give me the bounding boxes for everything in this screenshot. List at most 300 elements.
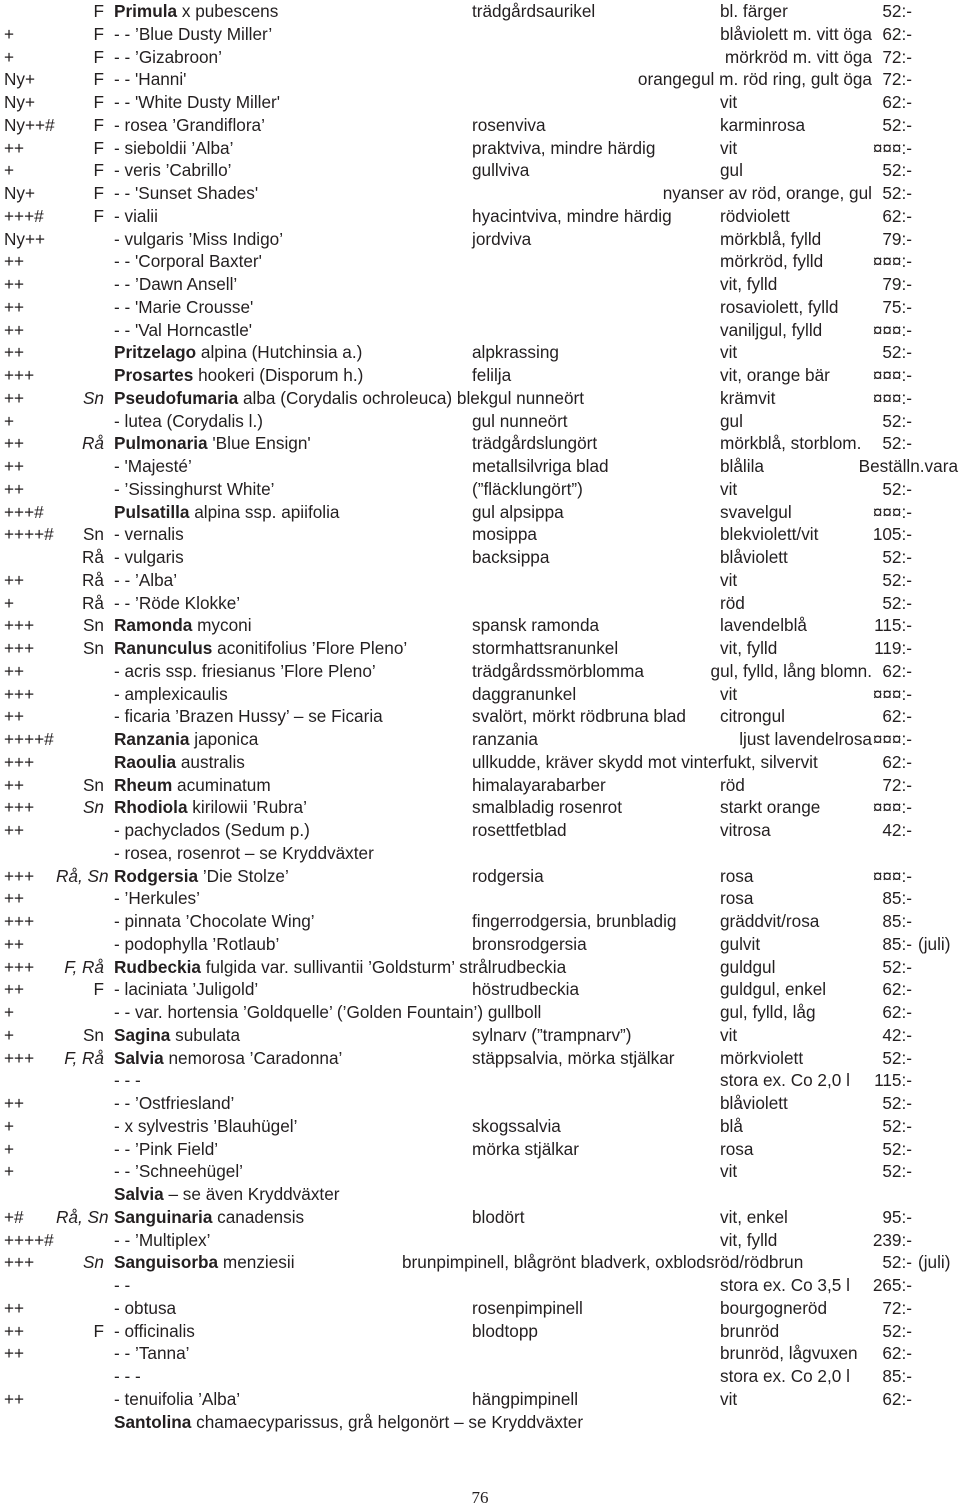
price: 52:-: [882, 1047, 912, 1068]
genus-name: Sanguisorba: [114, 1252, 219, 1273]
species-name: - - -: [114, 1366, 141, 1386]
genus-name: Primula: [114, 1, 178, 21]
plant-name: [114, 660, 376, 682]
catalog-row: [0, 91, 960, 113]
species-name: myconi: [192, 615, 252, 636]
species-name: subulata: [170, 1024, 241, 1045]
plant-name: [114, 319, 252, 341]
catalog-row: [0, 1388, 960, 1410]
price: 52:-: [882, 478, 912, 499]
price: 62:-: [882, 1002, 912, 1022]
plant-name: [114, 1069, 141, 1091]
price: ¤¤¤:-: [872, 387, 912, 408]
catalog-row: [0, 592, 960, 614]
price: 62:-: [882, 1388, 912, 1409]
swedish-name: smalbladig rosenrot: [472, 797, 622, 818]
flower-color: vit, orange bär: [720, 365, 830, 385]
catalog-row: [0, 46, 960, 68]
hardiness-mark: ++: [4, 274, 25, 294]
plant-name: [114, 1206, 304, 1228]
swedish-name: sylnarv (”trampnarv”): [472, 1024, 632, 1045]
price: 62:-: [882, 23, 912, 44]
zone-code: Rå: [82, 433, 104, 454]
catalog-row: [0, 250, 960, 272]
price: 105:-: [872, 524, 912, 545]
flower-color: vit, fylld: [720, 1229, 778, 1250]
genus-name: Prosartes: [114, 365, 194, 385]
hardiness-mark: +++: [4, 365, 35, 385]
flower-color: blåviolett m. vitt öga: [720, 23, 872, 44]
genus-name: Pulsatilla: [114, 501, 190, 522]
swedish-name: trädgårdssmörblomma: [472, 660, 644, 681]
hardiness-mark: +++: [4, 865, 35, 886]
hardiness-mark: +: [4, 160, 15, 181]
species-name: - obtusa: [114, 1297, 177, 1318]
species-name: menziesii: [218, 1252, 295, 1273]
catalog-row: [0, 501, 960, 523]
hardiness-mark: ++: [4, 888, 25, 909]
flower-color: brunröd: [720, 1320, 780, 1341]
catalog-row: [0, 1229, 960, 1251]
catalog-row: [0, 956, 960, 978]
price: 52:-: [882, 547, 912, 567]
flower-color: vit, fylld: [720, 638, 778, 658]
hardiness-mark: ++: [4, 1343, 25, 1364]
hardiness-mark: +++#: [4, 501, 44, 522]
catalog-row: [0, 774, 960, 796]
swedish-name: stäppsalvia, mörka stjälkar: [472, 1047, 675, 1068]
hardiness-mark: ++: [4, 569, 25, 590]
flower-color: mörkblå, storblom.: [720, 433, 862, 454]
catalog-row: [0, 1365, 960, 1387]
price: 79:-: [882, 228, 912, 249]
swedish-name: fingerrodgersia, brunbladig: [472, 911, 677, 931]
price: 52:-: [882, 410, 912, 431]
catalog-row: [0, 546, 960, 568]
price: 72:-: [882, 774, 912, 795]
flower-color: mörkblå, fylld: [720, 228, 822, 249]
zone-code: Sn: [82, 1024, 104, 1045]
price: 52:-: [882, 1093, 912, 1113]
zone-code: Rå: [82, 547, 104, 567]
swedish-name: gul nunneört: [472, 410, 568, 431]
species-name: - - ’Tanna’: [114, 1343, 190, 1364]
plant-name: [114, 182, 258, 204]
plant-name: [114, 865, 289, 887]
price: 52:-: [882, 1161, 912, 1182]
plant-name: [114, 1183, 340, 1205]
species-name: - - ’Dawn Ansell’: [114, 274, 238, 294]
price: 52:-: [882, 114, 912, 135]
swedish-name: hyacintviva, mindre härdig: [472, 205, 672, 226]
genus-name: Raoulia: [114, 751, 177, 772]
species-name: fulgida var. sullivantii ’Goldsturm’ strålrudbeckia: [200, 956, 567, 977]
species-name: - ’Sissinghurst White’: [114, 478, 275, 499]
price: ¤¤¤:-: [872, 865, 912, 886]
species-name: - podophylla ’Rotlaub’: [114, 933, 280, 954]
zone-code: Rå, Sn: [56, 865, 109, 886]
flower-color: starkt orange: [720, 797, 821, 818]
flower-color: rosa: [720, 888, 754, 909]
price: 72:-: [882, 46, 912, 67]
flower-color: krämvit: [720, 387, 776, 408]
catalog-row: [0, 1138, 960, 1160]
catalog-row: [0, 660, 960, 682]
flower-color: vit: [720, 1388, 738, 1409]
price: 119:-: [874, 638, 912, 658]
catalog-row: [0, 1342, 960, 1364]
catalog-row: [0, 523, 960, 545]
species-name: - sieboldii ’Alba’: [114, 137, 234, 158]
price: 115:-: [874, 1070, 912, 1091]
species-name: - - 'Val Horncastle': [114, 319, 253, 340]
price: 85:-: [882, 911, 912, 931]
flower-color: röd: [720, 774, 745, 795]
species-name: - vialii: [114, 205, 158, 226]
species-name: - - ’Gizabroon’: [114, 46, 222, 67]
species-name: - vulgaris ’Miss Indigo’: [114, 228, 284, 249]
catalog-row: [0, 410, 960, 432]
zone-code: Sn: [82, 387, 104, 408]
flower-color: vit: [720, 1024, 738, 1045]
catalog-row: [0, 637, 960, 659]
hardiness-mark: ++: [4, 1297, 25, 1318]
species-name: 'Blue Ensign': [207, 433, 311, 454]
price: 52:-: [882, 569, 912, 590]
price: 239:-: [872, 1229, 912, 1250]
catalog-row: [0, 1115, 960, 1137]
swedish-name: blodört: [472, 1206, 525, 1227]
genus-name: Rhodiola: [114, 797, 188, 818]
plant-name: [114, 637, 407, 659]
price: 52:-: [882, 342, 912, 363]
species-name: - - 'Marie Crousse': [114, 296, 254, 317]
flower-color: vit, enkel: [720, 1206, 788, 1227]
species-name: - - 'White Dusty Miller': [114, 92, 281, 112]
plant-name: [114, 1365, 141, 1387]
hardiness-mark: +: [4, 592, 15, 613]
zone-code: Sn: [82, 615, 104, 636]
hardiness-mark: +: [4, 410, 15, 431]
species-name: - ’Herkules’: [114, 888, 200, 909]
species-name: – se även Kryddväxter: [163, 1184, 340, 1204]
hardiness-mark: +++: [4, 797, 35, 818]
plant-name: [114, 728, 258, 750]
species-name: japonica: [189, 729, 259, 749]
species-name: - - ’Blue Dusty Miller’: [114, 23, 273, 44]
plant-name: [114, 1138, 218, 1160]
price: 52:-: [882, 1138, 912, 1159]
catalog-row: [0, 1160, 960, 1182]
hardiness-mark: ++++#: [4, 729, 54, 749]
price: ¤¤¤:-: [872, 501, 912, 522]
species-name: - - 'Sunset Shades': [114, 183, 259, 203]
plant-name: [114, 592, 240, 614]
catalog-row: [0, 159, 960, 181]
plant-name: [114, 933, 279, 955]
zone-code: F, Rå: [64, 1047, 104, 1068]
hardiness-mark: +: [4, 1024, 15, 1045]
plant-name: [114, 614, 252, 636]
species-name: - ficaria ’Brazen Hussy’ – se Ficaria: [114, 706, 383, 727]
zone-code: F: [93, 114, 104, 135]
genus-name: Sanguinaria: [114, 1206, 213, 1227]
zone-code: Rå: [82, 592, 104, 613]
plant-name: [114, 23, 272, 45]
flower-color: gul: [720, 410, 743, 431]
flower-color: orangegul m. röd ring, gult öga: [637, 69, 872, 90]
plant-name: [114, 205, 158, 227]
plant-name: [114, 956, 566, 978]
catalog-row: [0, 865, 960, 887]
price: 52:-: [882, 592, 912, 613]
price: ¤¤¤:-: [872, 729, 912, 749]
price: 85:-: [882, 888, 912, 909]
hardiness-mark: ++: [4, 1320, 25, 1341]
price: 52:-: [882, 433, 912, 454]
catalog-row: [0, 387, 960, 409]
swedish-name: brunpimpinell, blågrönt bladverk, oxblodsröd/rödbrun: [402, 1252, 804, 1273]
price: 62:-: [882, 751, 912, 772]
price: 115:-: [874, 615, 912, 636]
catalog-row: [0, 23, 960, 45]
plant-name: [114, 751, 245, 773]
species-name: nemorosa ’Caradonna’: [163, 1047, 343, 1068]
flower-color: vaniljgul, fylld: [720, 319, 823, 340]
species-name: - vulgaris: [114, 547, 184, 567]
flower-color: rödviolett: [720, 205, 790, 226]
catalog-row: [0, 1411, 960, 1433]
hardiness-mark: ++: [4, 1388, 25, 1409]
hardiness-mark: +++#: [4, 205, 44, 226]
swedish-name: mosippa: [472, 524, 537, 545]
flower-color: stora ex. Co 2,0 l: [720, 1366, 850, 1386]
species-name: - - ’Alba’: [114, 569, 178, 590]
plant-name: [114, 341, 362, 363]
flower-color: gräddvit/rosa: [720, 911, 820, 931]
species-name: - - ’Röde Klokke’: [114, 592, 241, 613]
plant-name: [114, 387, 584, 409]
flower-color: guldgul: [720, 956, 776, 977]
genus-name: Rheum: [114, 774, 173, 795]
price: ¤¤¤:-: [872, 319, 912, 340]
flower-color: gulvit: [720, 933, 761, 954]
plant-name: [114, 1160, 243, 1182]
genus-name: Pritzelago: [114, 342, 197, 363]
catalog-row: [0, 1183, 960, 1205]
price: 42:-: [882, 1024, 912, 1045]
flower-color: blålila: [720, 456, 764, 476]
flower-color: vit, fylld: [720, 274, 778, 294]
plant-name: [114, 774, 271, 796]
genus-name: Ramonda: [114, 615, 193, 636]
hardiness-mark: +: [4, 46, 15, 67]
flower-color: stora ex. Co 3,5 l: [720, 1275, 850, 1295]
zone-code: F: [93, 69, 104, 90]
price: Beställn.vara: [858, 456, 958, 476]
hardiness-mark: +++: [4, 638, 35, 658]
plant-name: [114, 296, 253, 318]
swedish-name: gullviva: [472, 160, 530, 181]
hardiness-mark: ++++#: [4, 524, 54, 545]
species-name: - tenuifolia ’Alba’: [114, 1388, 241, 1409]
catalog-row: [0, 683, 960, 705]
price: 52:-: [882, 183, 912, 203]
species-name: - officinalis: [114, 1320, 195, 1341]
catalog-row: [0, 68, 960, 90]
price: 52:-: [882, 1, 912, 21]
hardiness-mark: ++: [4, 774, 25, 795]
swedish-name: rosenviva: [472, 114, 546, 135]
catalog-row: [0, 796, 960, 818]
catalog-row: [0, 910, 960, 932]
species-name: - rosea, rosenrot – se Kryddväxter: [114, 842, 374, 863]
plant-name: [114, 569, 177, 591]
swedish-name: gul alpsippa: [472, 501, 564, 522]
price: 52:-: [882, 956, 912, 977]
plant-name: [114, 114, 265, 136]
species-name: - laciniata ’Juligold’: [114, 979, 259, 1000]
flower-color: vit: [720, 478, 738, 499]
swedish-name: ranzania: [472, 729, 538, 749]
plant-name: [114, 1388, 240, 1410]
swedish-name: svalört, mörkt rödbruna blad: [472, 706, 686, 727]
plant-name: [114, 159, 231, 181]
genus-name: Salvia: [114, 1184, 164, 1204]
hardiness-mark: ++: [4, 1093, 25, 1113]
catalog-row: [0, 751, 960, 773]
hardiness-mark: ++: [4, 387, 25, 408]
catalog-row: [0, 341, 960, 363]
catalog-row: [0, 1251, 960, 1273]
species-name: - x sylvestris ’Blauhügel’: [114, 1115, 298, 1136]
swedish-name: (”fläcklungört”): [472, 478, 583, 499]
flower-color: vit: [720, 342, 738, 363]
price: 62:-: [882, 979, 912, 1000]
price: 52:-: [882, 160, 912, 181]
catalog-row: [0, 842, 960, 864]
zone-code: F: [93, 979, 104, 1000]
species-name: x pubescens: [177, 1, 279, 21]
swedish-name: mörka stjälkar: [472, 1138, 579, 1159]
plant-name: [114, 273, 237, 295]
flower-color: guldgul, enkel: [720, 979, 827, 1000]
species-name: - rosea ’Grandiflora’: [114, 114, 265, 135]
price: 52:-: [882, 1115, 912, 1136]
flower-color: gul: [720, 160, 743, 181]
plant-name: [114, 1297, 176, 1319]
flower-color: bourgogneröd: [720, 1297, 828, 1318]
species-name: acuminatum: [172, 774, 271, 795]
plant-name: [114, 1001, 541, 1023]
plant-name: [114, 1251, 295, 1273]
zone-code: F: [93, 160, 104, 181]
hardiness-mark: ++: [4, 478, 25, 499]
catalog-row: [0, 1001, 960, 1023]
catalog-row: [0, 205, 960, 227]
catalog-row: [0, 1024, 960, 1046]
flower-color: stora ex. Co 2,0 l: [720, 1070, 850, 1091]
catalog-row: [0, 978, 960, 1000]
catalog-row: [0, 614, 960, 636]
catalog-row: [0, 228, 960, 250]
species-name: - lutea (Corydalis l.): [114, 410, 263, 431]
zone-code: F: [93, 205, 104, 226]
zone-code: F: [93, 137, 104, 158]
swedish-name: himalayarabarber: [472, 774, 606, 795]
plant-name: [114, 1342, 189, 1364]
genus-name: Salvia: [114, 1047, 164, 1068]
price: 62:-: [882, 706, 912, 727]
swedish-name: rodgersia: [472, 865, 544, 886]
swedish-name: stormhattsranunkel: [472, 638, 619, 658]
plant-name: [114, 1024, 240, 1046]
hardiness-mark: ++: [4, 660, 25, 681]
catalog-row: [0, 319, 960, 341]
plant-name: [114, 1411, 583, 1433]
plant-name: [114, 1274, 130, 1296]
zone-code: F: [93, 92, 104, 112]
genus-name: Santolina: [114, 1411, 192, 1432]
catalog-row: [0, 819, 960, 841]
species-name: - - -: [114, 1070, 141, 1091]
species-name: chamaecyparissus, grå helgonört – se Kryddväxter: [191, 1411, 584, 1432]
flower-color: blåviolett: [720, 1093, 788, 1113]
plant-name: [114, 1229, 210, 1251]
price: 52:-: [882, 1320, 912, 1341]
flower-color: vit: [720, 1161, 738, 1182]
hardiness-mark: ++: [4, 342, 25, 363]
price: 85:-: [882, 1366, 912, 1386]
price: 62:-: [882, 205, 912, 226]
price: 62:-: [882, 660, 912, 681]
plant-name: [114, 796, 307, 818]
catalog-row: [0, 933, 960, 955]
price: 95:-: [882, 1206, 912, 1227]
flower-color: blåviolett: [720, 547, 788, 567]
species-name: alpina ssp. apiifolia: [189, 501, 340, 522]
swedish-name: ullkudde, kräver skydd mot vinterfukt, silvervit: [472, 751, 818, 772]
zone-code: Rå, Sn: [56, 1206, 109, 1227]
flower-color: nyanser av röd, orange, gul: [662, 183, 872, 203]
species-name: - 'Majesté’: [114, 456, 192, 476]
zone-code: F, Rå: [64, 956, 104, 977]
flower-color: blå: [720, 1115, 743, 1136]
hardiness-mark: +: [4, 1138, 15, 1159]
flower-color: gul, fylld, lång blomn.: [710, 660, 872, 681]
catalog-row: [0, 705, 960, 727]
zone-code: Sn: [82, 774, 104, 795]
flower-color: bl. färger: [720, 1, 788, 21]
flower-color: vit: [720, 683, 738, 704]
flower-color: mörkviolett: [720, 1047, 804, 1068]
catalog-row: [0, 114, 960, 136]
flower-color: rosaviolett, fylld: [720, 296, 839, 317]
catalog-row: [0, 182, 960, 204]
swedish-name: höstrudbeckia: [472, 979, 580, 1000]
plant-name: [114, 978, 258, 1000]
plant-name: [114, 705, 383, 727]
hardiness-mark: +++: [4, 683, 35, 704]
plant-name: [114, 910, 315, 932]
species-name: - - ’Pink Field’: [114, 1138, 219, 1159]
zone-code: F: [93, 23, 104, 44]
hardiness-mark: Ny++#: [4, 114, 55, 135]
zone-code: Sn: [82, 1252, 104, 1273]
species-name: - vernalis: [114, 524, 184, 545]
species-name: canadensis: [212, 1206, 305, 1227]
genus-name: Pseudofumaria: [114, 387, 239, 408]
